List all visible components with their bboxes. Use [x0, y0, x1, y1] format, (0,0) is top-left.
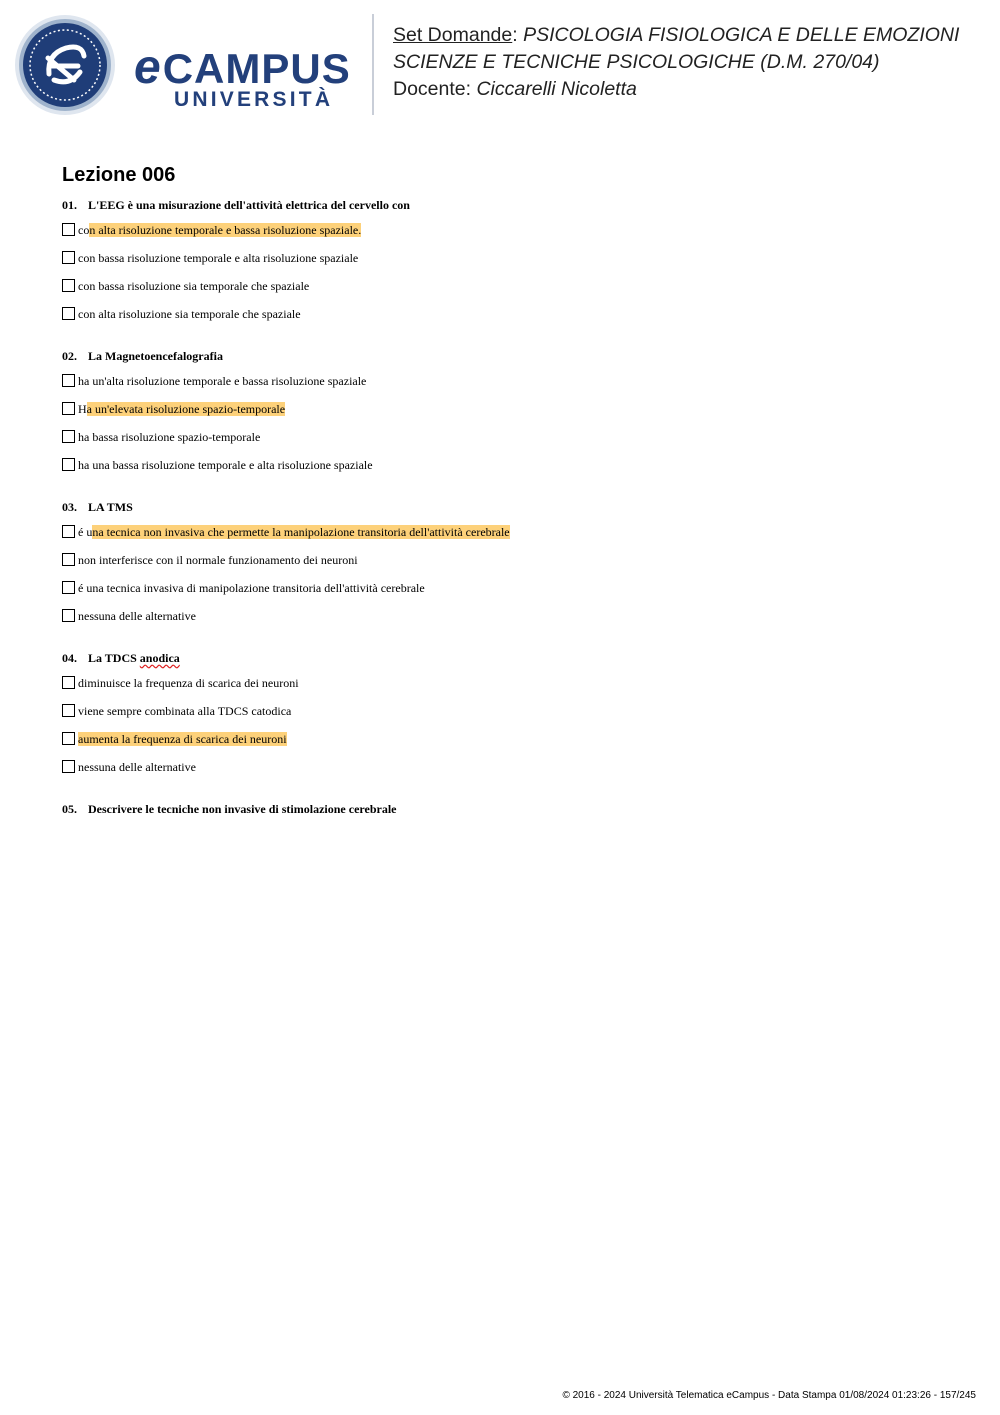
highlighted-answer: aumenta la frequenza di scarica dei neuroni	[78, 732, 287, 746]
highlighted-answer: a un'elevata risoluzione spazio-temporale	[86, 402, 286, 416]
logo-subtitle: UNIVERSITÀ	[174, 88, 334, 111]
header-divider	[372, 14, 374, 115]
answer-option[interactable]	[62, 402, 942, 430]
option-text: nessuna delle alternative	[78, 609, 196, 623]
checkbox[interactable]	[62, 307, 75, 320]
question-title: 04. La TDCS anodica	[62, 651, 180, 665]
course-degree: SCIENZE E TECNICHE PSICOLOGICHE (D.M. 270/04)	[393, 51, 880, 73]
answer-option[interactable]	[62, 676, 942, 704]
answer-option[interactable]	[62, 223, 942, 251]
question	[62, 348, 942, 486]
answer-option[interactable]	[62, 458, 942, 486]
university-seal-icon	[14, 14, 116, 116]
option-text: é una tecnica non invasiva che permette la manipolazione transitoria dell'attività cerebrale	[78, 525, 510, 539]
checkbox[interactable]	[62, 458, 75, 471]
question	[62, 650, 942, 788]
question-title: 01. L'EEG è una misurazione dell'attività elettrica del cervello con	[62, 198, 410, 212]
answer-option[interactable]	[62, 732, 942, 760]
option-text: ha un'alta risoluzione temporale e bassa risoluzione spaziale	[78, 374, 367, 388]
checkbox[interactable]	[62, 525, 75, 538]
checkbox[interactable]	[62, 581, 75, 594]
answer-option[interactable]	[62, 279, 942, 307]
question	[62, 801, 942, 818]
set-label: Set Domande	[393, 24, 513, 46]
option-text: nessuna delle alternative	[78, 760, 196, 774]
checkbox[interactable]	[62, 374, 75, 387]
lesson-title: Lezione 006	[62, 164, 176, 186]
checkbox[interactable]	[62, 704, 75, 717]
option-text: Ha un'elevata risoluzione spazio-temporale	[78, 402, 286, 416]
question	[62, 499, 942, 637]
checkbox[interactable]	[62, 251, 75, 264]
option-text: diminuisce la frequenza di scarica dei neuroni	[78, 676, 299, 690]
option-text	[78, 732, 287, 746]
option-text: con bassa risoluzione sia temporale che spaziale	[78, 279, 310, 293]
answer-option[interactable]	[62, 760, 942, 788]
answer-option[interactable]	[62, 581, 942, 609]
page-footer: © 2016 - 2024 Università Telematica eCampus - Data Stampa 01/08/2024 01:23:26 - 157/245	[562, 1390, 976, 1401]
checkbox[interactable]	[62, 279, 75, 292]
checkbox[interactable]	[62, 430, 75, 443]
logo-wordmark: eCAMPUS	[134, 41, 351, 94]
course-title: PSICOLOGIA FISIOLOGICA E DELLE EMOZIONI	[523, 24, 960, 46]
course-line: Set Domande: PSICOLOGIA FISIOLOGICA E DELLE EMOZIONI	[393, 24, 960, 46]
question-title: 05. Descrivere le tecniche non invasive di stimolazione cerebrale	[62, 802, 397, 816]
question-list	[62, 197, 942, 831]
question-title: 02. La Magnetoencefalografia	[62, 349, 223, 363]
option-text: non interferisce con il normale funzionamento dei neuroni	[78, 553, 358, 567]
answer-option[interactable]	[62, 609, 942, 637]
option-text: é una tecnica invasiva di manipolazione transitoria dell'attività cerebrale	[78, 581, 425, 595]
spellcheck-word: anodica	[139, 651, 180, 665]
checkbox[interactable]	[62, 609, 75, 622]
teacher-line: Docente: Ciccarelli Nicoletta	[393, 78, 637, 100]
checkbox[interactable]	[62, 676, 75, 689]
answer-option[interactable]	[62, 307, 942, 335]
answer-option[interactable]	[62, 374, 942, 402]
highlighted-answer: n alta risoluzione temporale e bassa risoluzione spaziale.	[89, 223, 362, 237]
option-text: con bassa risoluzione temporale e alta risoluzione spaziale	[78, 251, 359, 265]
answer-option[interactable]	[62, 525, 942, 553]
question-title: 03. LA TMS	[62, 500, 133, 514]
teacher-name: Ciccarelli Nicoletta	[476, 78, 637, 100]
option-text: ha una bassa risoluzione temporale e alta risoluzione spaziale	[78, 458, 373, 472]
checkbox[interactable]	[62, 732, 75, 745]
option-text: con alta risoluzione sia temporale che spaziale	[78, 307, 301, 321]
header-course-info	[393, 22, 959, 103]
checkbox[interactable]	[62, 553, 75, 566]
answer-option[interactable]	[62, 251, 942, 279]
answer-option[interactable]	[62, 553, 942, 581]
option-text: ha bassa risoluzione spazio-temporale	[78, 430, 261, 444]
option-text: con alta risoluzione temporale e bassa risoluzione spaziale.	[78, 223, 362, 237]
checkbox[interactable]	[62, 223, 75, 236]
ecampus-logo	[14, 14, 359, 116]
answer-option[interactable]	[62, 704, 942, 732]
highlighted-answer: na tecnica non invasiva che permette la manipolazione transitoria dell'attività cerebrale	[92, 525, 510, 539]
answer-option[interactable]	[62, 430, 942, 458]
option-text: viene sempre combinata alla TDCS catodica	[78, 704, 292, 718]
question	[62, 197, 942, 335]
checkbox[interactable]	[62, 402, 75, 415]
checkbox[interactable]	[62, 760, 75, 773]
